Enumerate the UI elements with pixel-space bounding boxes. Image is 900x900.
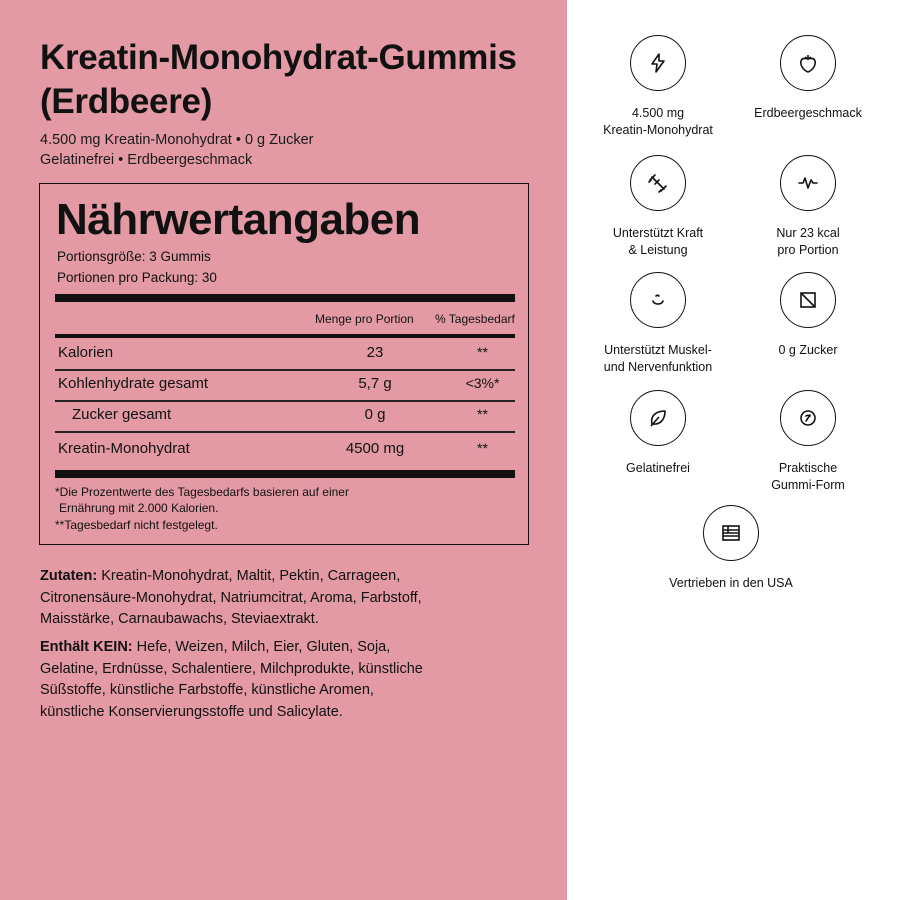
nutrition-label	[39, 183, 529, 545]
thick-divider	[55, 470, 515, 478]
feature-label: Erdbeergeschmack	[754, 106, 862, 120]
footnote: *Die Prozentwerte des Tagesbedarfs basieren auf einer	[55, 485, 349, 499]
feature-label: pro Portion	[777, 243, 839, 257]
smile-icon	[630, 272, 686, 328]
feature-label: & Leistung	[628, 243, 688, 257]
product-subtitle-1: 4.500 mg Kreatin-Monohydrat • 0 g Zucker	[40, 132, 314, 148]
nutrition-heading: Nährwertangaben	[56, 195, 421, 244]
footnote: **Tagesbedarf nicht festgelegt.	[55, 518, 218, 532]
nutrition-row	[55, 400, 515, 431]
strawberry-icon	[780, 35, 836, 91]
flag-icon	[703, 505, 759, 561]
feature-label: Gummi-Form	[771, 478, 845, 492]
feature-label: Unterstützt Kraft	[612, 226, 704, 240]
nutrient-amount: 23	[366, 344, 384, 361]
pulse-icon	[780, 155, 836, 211]
feature-calories	[733, 155, 883, 259]
leaf-icon	[630, 390, 686, 446]
nutrition-row	[55, 338, 515, 369]
feature-creatine	[583, 35, 733, 139]
feature-label: Praktische	[778, 461, 838, 475]
thick-divider	[55, 294, 515, 302]
nutrient-name: Kreatin-Monohydrat	[58, 440, 190, 457]
feature-strength	[583, 155, 733, 259]
nutrient-dv: **	[477, 344, 488, 360]
nutrition-row	[55, 434, 515, 465]
nutrient-name: Zucker gesamt	[72, 406, 172, 423]
lightning-icon	[630, 35, 686, 91]
nutrition-row	[55, 369, 515, 400]
serving-size: Portionsgröße: 3 Gummis	[57, 249, 211, 264]
no-sugar-icon	[780, 272, 836, 328]
nutrient-name: Kalorien	[58, 344, 114, 361]
feature-gelatin-free	[583, 390, 733, 477]
amount-column-header: Menge pro Portion	[315, 312, 414, 326]
feature-label: 0 g Zucker	[778, 343, 838, 357]
feature-gummy-form	[733, 390, 883, 494]
feature-label: Vertrieben in den USA	[669, 576, 793, 590]
dumbbell-icon	[630, 155, 686, 211]
nutrient-dv: **	[477, 440, 488, 456]
ingredients-text	[40, 566, 440, 631]
feature-label: Kreatin-Monohydrat	[603, 123, 713, 137]
nutrient-amount: 0 g	[364, 406, 386, 423]
product-title: Kreatin-Monohydrat-Gummis (Erdbeere)	[40, 38, 517, 121]
feature-usa	[656, 505, 806, 592]
feature-sugar	[733, 272, 883, 359]
row-divider	[55, 431, 515, 433]
ingredients-label: Zutaten:	[40, 568, 98, 584]
free-from-list: Hefe, Weizen, Milch, Eier, Gluten, Soja, Gelatine, Erdnüsse, Schalentiere, Milchprodukte, künstliche Süßstoffe, künstliche Farbstoffe, künstliche Aromen, künstliche Konservierungsstoffe und Salicylate.	[40, 639, 423, 720]
nutrient-dv: **	[477, 406, 488, 422]
feature-label: Unterstützt Muskel-	[604, 343, 712, 357]
servings-per-pack: Portionen pro Packung: 30	[57, 270, 217, 285]
free-from-label: Enthält KEIN:	[40, 639, 133, 655]
nutrient-amount: 4500 mg	[345, 440, 405, 457]
feature-label: Gelatinefrei	[626, 461, 690, 475]
ingredients-list: Kreatin-Monohydrat, Maltit, Pektin, Carrageen, Citronensäure-Monohydrat, Natriumcitrat, Aroma, Farbstoff, Maisstärke, Carnaubawachs, Steviaextrakt.	[40, 568, 422, 627]
feature-label: und Nervenfunktion	[603, 360, 713, 374]
features-panel	[567, 0, 900, 900]
footnote: Ernährung mit 2.000 Kalorien.	[59, 501, 219, 515]
feature-label: Nur 23 kcal	[776, 226, 840, 240]
nutrient-amount: 5,7 g	[358, 375, 392, 392]
gummy-icon	[780, 390, 836, 446]
free-from-text	[40, 637, 440, 723]
nutrient-dv: <3%*	[465, 375, 500, 391]
nutrient-name: Kohlenhydrate gesamt	[58, 375, 209, 392]
feature-muscle	[583, 272, 733, 376]
feature-flavor	[733, 35, 883, 122]
feature-label: 4.500 mg	[631, 106, 685, 120]
daily-value-column-header: % Tagesbedarf	[435, 312, 515, 326]
product-subtitle-2: Gelatinefrei • Erdbeergeschmack	[40, 152, 253, 168]
